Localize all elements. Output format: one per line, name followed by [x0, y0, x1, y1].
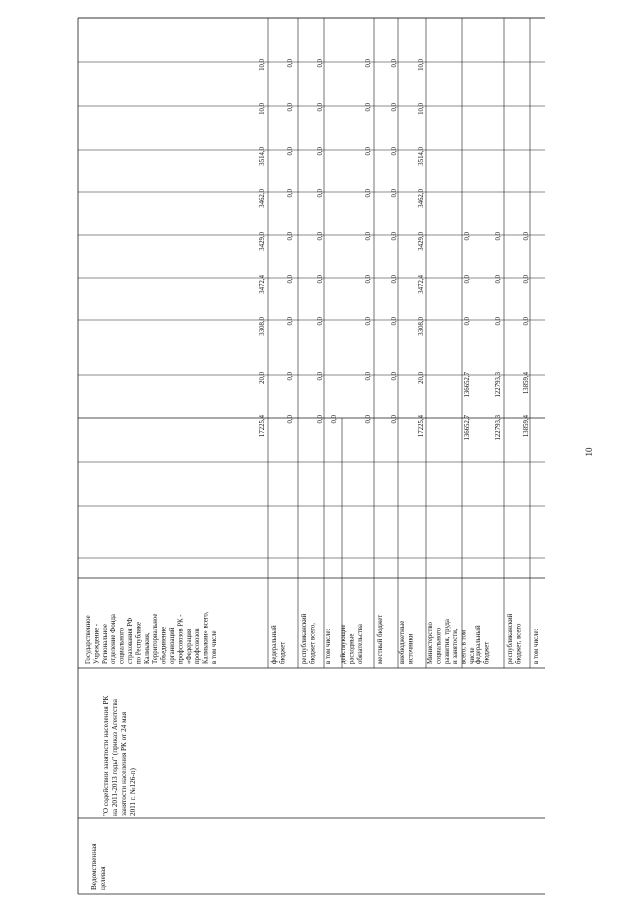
block1-executor-line: по Республике — [135, 621, 143, 664]
block2-total-value: 0,0 — [464, 317, 471, 326]
block1-executor — [85, 611, 218, 664]
block1-row-value: 0,0 — [287, 372, 294, 381]
block1-row-label-line: источники — [407, 633, 415, 664]
block2-total-value: 136652,7 — [464, 415, 471, 441]
page-number: 10 — [584, 447, 594, 457]
block1-row-value: 17225,4 — [418, 415, 425, 438]
block2-executor-line: всего, в том — [460, 629, 468, 664]
block1-row-value: 0,0 — [391, 415, 398, 424]
block2-executor-line: Министерство — [427, 622, 434, 664]
block1-row-label — [271, 625, 286, 664]
block1-executor-line: профсоюзов — [194, 628, 202, 664]
block1-row-value: 0,0 — [391, 59, 398, 68]
block1-row-label-line: действующие — [340, 624, 347, 664]
block2-row-value: 0,0 — [495, 232, 502, 241]
block2-executor-line: числе — [469, 647, 476, 664]
block1-row-value: 0,0 — [365, 232, 372, 241]
table-content — [85, 58, 540, 664]
block1-executor-line: страхования РФ — [127, 617, 134, 664]
block2-executor — [427, 619, 476, 664]
block1-total-value: 20,0 — [259, 372, 266, 384]
block1-total-value: 3429,0 — [259, 232, 266, 251]
block1-row-value: 0,0 — [317, 275, 324, 284]
block2-total-value: 0,0 — [464, 232, 471, 241]
block1-row-value: 20,0 — [418, 372, 425, 384]
block2-row-value: 0,0 — [523, 317, 530, 326]
block1-total-value: 10,0 — [259, 103, 266, 115]
block2-row-label-line: бюджет, всего — [515, 623, 523, 664]
program-type-line-2: целевая — [99, 866, 107, 890]
block1-row-value: 3472,4 — [418, 275, 425, 294]
block1-total-value: 10,0 — [259, 59, 266, 71]
block1-row-value: 0,0 — [365, 59, 372, 68]
block1-row-value: 0,0 — [287, 232, 294, 241]
block1-row-value: 0,0 — [287, 103, 294, 112]
block1-executor-line: Калмыкии» всего, — [202, 611, 210, 664]
block1-row-value: 0,0 — [287, 189, 294, 198]
block2-row-label — [507, 613, 522, 664]
block1-row-value: 0,0 — [317, 59, 324, 68]
block1-row-value: 0,0 — [287, 275, 294, 284]
block1-row-value: 0,0 — [391, 372, 398, 381]
program-cell — [90, 694, 137, 890]
block1-row-value: 0,0 — [317, 189, 324, 198]
block1-row-value: 0,0 — [317, 415, 324, 424]
block2-executor-line: и занятости, — [452, 628, 460, 664]
block1-row-value: 0,0 — [391, 275, 398, 284]
block1-total-value: 3472,4 — [259, 275, 266, 294]
block1-total-value: 3462,0 — [259, 189, 266, 208]
program-type-line-1: Ведомственная — [90, 843, 98, 890]
block1-row-value: 3514,0 — [418, 147, 425, 166]
block1-row-value: 0,0 — [317, 317, 324, 326]
block1-executor-line: социального — [118, 627, 126, 664]
block1-row-label-line: бюджет всего, — [309, 623, 317, 664]
program-title — [102, 694, 137, 816]
block1-row-label — [399, 621, 414, 664]
program-title-line-4: 2011 г. №126-п) — [129, 768, 137, 816]
block1-executor-line: Территориальное — [152, 613, 160, 664]
block1-executor-line: «Федерация — [185, 629, 193, 664]
block1-row-value: 3462,0 — [418, 189, 425, 208]
block1-row-label-line: обязательства — [356, 624, 364, 664]
block2-row-label-line: федеральный — [475, 625, 482, 664]
block1-row-value: 0,0 — [391, 147, 398, 156]
block2-row-value: 13859,4 — [523, 415, 530, 438]
block1-row-value: 0,0 — [317, 147, 324, 156]
block1-row-value: 0,0 — [391, 103, 398, 112]
block1-executor-line: отделение Фонда — [110, 614, 118, 664]
block1-row-label-line: расходные — [348, 633, 356, 664]
block1-row-value: 0,0 — [287, 147, 294, 156]
program-title-line-3: занятости населения РК от 24 мая — [120, 711, 128, 816]
block2-row-value: 0,0 — [523, 275, 530, 284]
block1-row-value: 0,0 — [317, 232, 324, 241]
block1-row-value: 10,0 — [418, 59, 425, 71]
table-grid — [78, 18, 545, 894]
block2-row-label — [533, 628, 540, 664]
block1-row-value: 0,0 — [365, 372, 372, 381]
block1-row-label-line: бюджет — [279, 641, 287, 664]
block2-row-label-line: республиканский — [507, 613, 514, 664]
block1-executor-line: профсоюзов РК - — [177, 614, 185, 664]
block1-row-value: 0,0 — [365, 415, 372, 424]
block2-row-value: 0,0 — [495, 275, 502, 284]
block2-row-value: 0,0 — [495, 317, 502, 326]
block2-row-value: 13859,4 — [523, 372, 530, 395]
block1-row-value: 0,0 — [365, 147, 372, 156]
block1-row-value: 0,0 — [391, 317, 398, 326]
block1-row-value: 0,0 — [287, 317, 294, 326]
block1-executor-line: Региональное — [101, 624, 109, 664]
block1-executor-line: Учреждение - — [93, 623, 101, 664]
block2-total-value: 0,0 — [464, 275, 471, 284]
block1-executor-line: Калмыкия, — [143, 632, 151, 664]
block1-executor-line: в том числе — [211, 630, 219, 664]
block1-row-label-line: местный бюджет — [377, 614, 384, 664]
block1-row-label — [301, 613, 316, 664]
block1-row-label-line: в том числе: — [325, 628, 332, 664]
row-separators — [78, 18, 545, 668]
block1-total-value: 3308,0 — [259, 317, 266, 336]
program-title-line-2: на 2011-2013 годы" (приказ Агентства — [111, 699, 119, 816]
block1-row-value: 3429,0 — [418, 232, 425, 251]
block1-row-value: 10,0 — [418, 103, 425, 115]
block1-executor-line: Государственное — [85, 615, 92, 664]
block1-row-label-line: республиканский — [301, 613, 308, 664]
block1-row-label — [377, 615, 384, 664]
block1-executor-line: организаций — [169, 627, 176, 664]
block1-row-value: 0,0 — [391, 189, 398, 198]
program-type — [90, 842, 107, 890]
block2-row-label-line: в том числе: — [533, 628, 540, 664]
block2-executor-line: развития, труда — [443, 619, 451, 664]
block1-row-value: 0,0 — [317, 103, 324, 112]
block2-total-value: 136652,7 — [464, 372, 471, 398]
block2-row-value: 0,0 — [523, 232, 530, 241]
block2-row-label-line: бюджет — [483, 641, 491, 664]
block1-row-value: 0,0 — [287, 415, 294, 424]
block1-row-value: 0,0 — [317, 372, 324, 381]
block1-row-value: 0,0 — [365, 189, 372, 198]
block1-row-value: 0,0 — [365, 275, 372, 284]
block2-row-value: 122793,3 — [495, 415, 502, 441]
block1-row-value: 3308,0 — [418, 317, 425, 336]
block1-total-value: 3514,0 — [259, 147, 266, 166]
block1-row-label — [340, 624, 364, 664]
block1-row-label — [325, 628, 332, 664]
block1-total-value: 17225,4 — [259, 415, 266, 438]
block1-row-value: 0,0 — [365, 317, 372, 326]
block2-row-value: 122793,3 — [495, 372, 502, 398]
block2-executor-line: социального — [435, 627, 443, 664]
block2-row-label — [475, 625, 490, 664]
program-title-line-1: "О содействии занятости населения РК — [102, 695, 110, 816]
block1-row-value: 0,0 — [287, 59, 294, 68]
block1-row-label-line: внебюджетные — [399, 620, 406, 664]
block1-row-label-line: федеральный — [271, 625, 278, 664]
block1-row-value: 0,0 — [365, 103, 372, 112]
block1-row-value: 0,0 — [331, 415, 338, 424]
block1-executor-line: объединение — [160, 626, 168, 664]
block1-row-value: 0,0 — [391, 232, 398, 241]
